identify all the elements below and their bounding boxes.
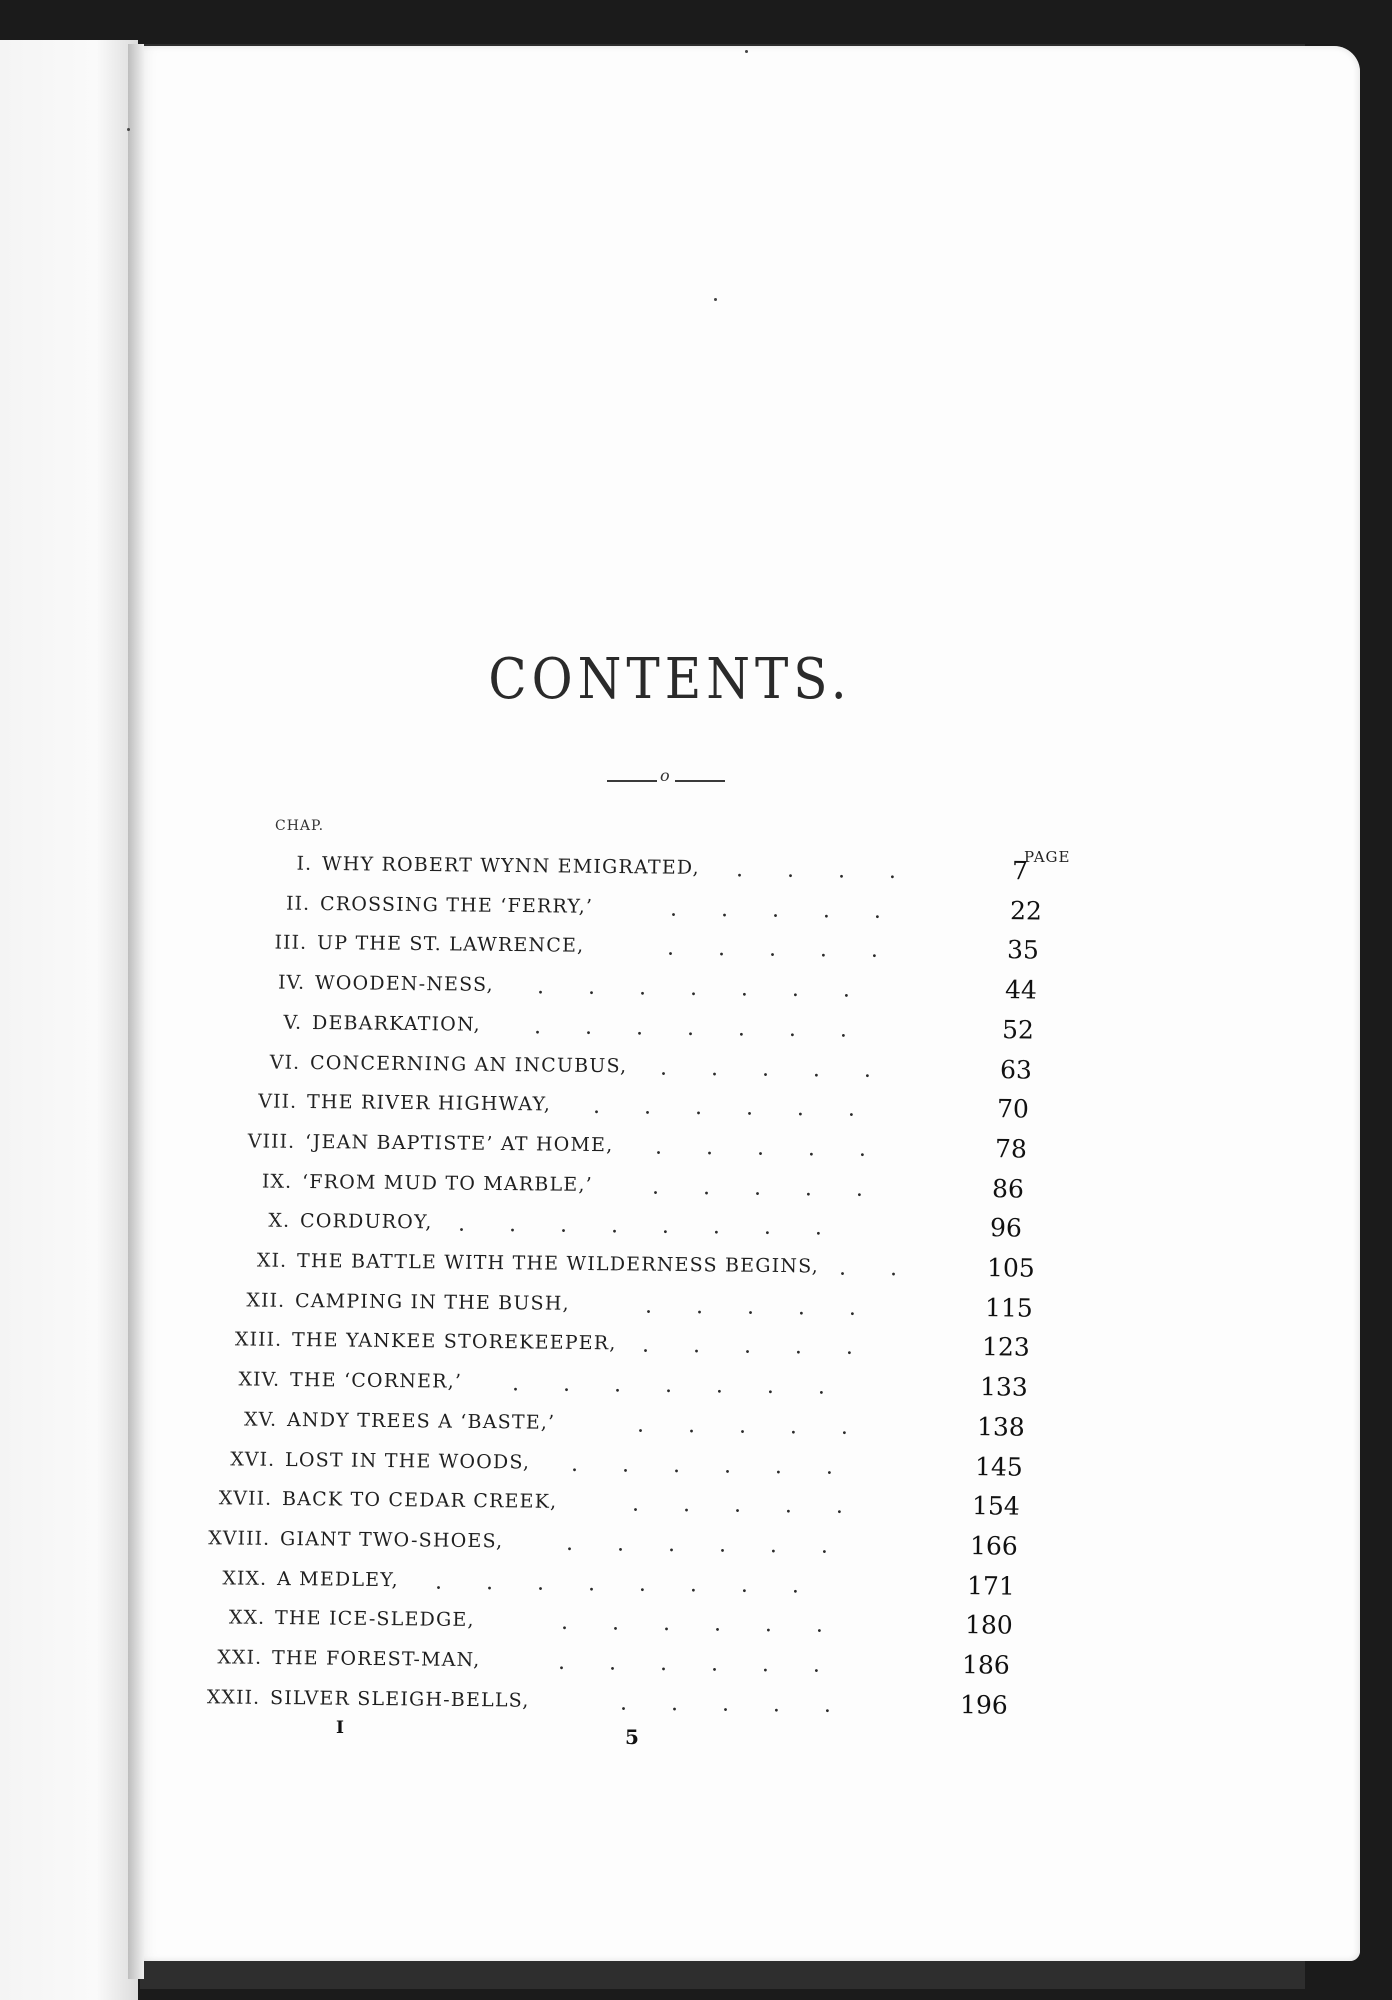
chapter-number: XIII. — [235, 1328, 283, 1352]
chapter-title: UP THE ST. LAWRENCE, — [316, 932, 585, 958]
chapter-number: VIII. — [247, 1130, 295, 1153]
page-reference: 86 — [992, 1173, 1025, 1204]
toc-entry — [214, 1130, 1114, 1175]
chapter-number: XXII. — [206, 1685, 261, 1709]
chapter-number: II. — [285, 892, 310, 915]
chapter-number: XX. — [228, 1606, 266, 1630]
chapter-number: XV. — [244, 1408, 278, 1431]
toc-entry — [212, 1170, 1112, 1215]
toc-entry — [200, 1368, 1100, 1413]
toc-entry — [219, 1051, 1119, 1096]
page-reference: 180 — [964, 1610, 1013, 1640]
leader-dots: ...... — [565, 1530, 872, 1560]
chapter-number: X. — [268, 1209, 290, 1233]
toc-entry — [232, 852, 1132, 897]
chapter-title: ANDY TREES A ‘BASTE,’ — [287, 1408, 556, 1434]
page-reference: 22 — [1009, 895, 1042, 926]
page-reference: 123 — [982, 1332, 1031, 1363]
toc-entry — [224, 971, 1124, 1016]
chapter-number: VI. — [269, 1051, 300, 1074]
leader-dots: ..... — [659, 1055, 915, 1083]
toc-entry — [195, 1448, 1095, 1493]
leader-dots: .... — [735, 857, 941, 885]
chapter-number: XII. — [246, 1289, 285, 1312]
toc-entry — [227, 931, 1127, 976]
page-title: CONTENTS. — [488, 646, 852, 712]
chapter-title: GIANT TWO-SHOES, — [279, 1527, 504, 1553]
leader-dots: ...... — [558, 1649, 865, 1679]
page-reference: 52 — [1001, 1014, 1035, 1045]
leader-dots: ..... — [632, 1491, 888, 1520]
leader-dots: ..... — [637, 1412, 893, 1441]
chapter-number: XIX. — [222, 1566, 268, 1590]
chapter-number: I. — [296, 852, 313, 875]
chapter-number: IX. — [262, 1170, 293, 1193]
leader-dots: ...... — [570, 1451, 877, 1480]
page-reference: 63 — [999, 1054, 1032, 1085]
toc-entry — [187, 1567, 1087, 1612]
signature-mark: I — [336, 1718, 344, 1738]
toc-entry — [207, 1249, 1107, 1294]
leader-dots: ..... — [654, 1134, 910, 1163]
chapter-title: SILVER SLEIGH-BELLS, — [269, 1686, 530, 1712]
page-reference: 133 — [979, 1372, 1028, 1402]
chapter-title: CROSSING THE ‘FERRY,’ — [319, 892, 593, 918]
chapter-number: VII. — [258, 1090, 298, 1114]
chapter-number: IV. — [277, 971, 305, 994]
leader-dots: ....... — [536, 974, 894, 1004]
chapter-title: CONCERNING AN INCUBUS, — [309, 1051, 628, 1077]
page-reference: 35 — [1006, 935, 1040, 965]
chapter-number: XXI. — [217, 1646, 263, 1669]
toc-entry — [185, 1606, 1085, 1651]
page-reference: 154 — [972, 1491, 1021, 1521]
toc-entry — [205, 1289, 1105, 1334]
page-reference: 138 — [977, 1411, 1026, 1442]
toc-entry — [182, 1646, 1082, 1691]
chapter-title: DEBARKATION, — [312, 1011, 482, 1036]
leader-dots: ........ — [435, 1569, 844, 1599]
leader-dots: .. — [839, 1255, 942, 1282]
chapter-title: WOODEN-NESS, — [314, 972, 494, 996]
page-reference: 70 — [996, 1094, 1030, 1124]
leader-dots: ..... — [644, 1293, 900, 1321]
chapter-column-header: CHAP. — [275, 818, 325, 834]
chapter-title: A MEDLEY, — [277, 1567, 400, 1591]
chapter-number: XVI. — [229, 1447, 275, 1471]
leader-dots: ..... — [642, 1332, 898, 1361]
toc-entry — [229, 892, 1129, 937]
leader-dots: ..... — [669, 896, 925, 924]
chapter-number: III. — [274, 931, 308, 955]
page-reference: 7 — [1011, 856, 1029, 886]
toc-entry — [202, 1328, 1102, 1373]
chapter-number: XI. — [257, 1249, 288, 1272]
toc-entry — [192, 1487, 1092, 1532]
chapter-title: THE RIVER HIGHWAY, — [307, 1091, 552, 1116]
page-reference: 78 — [994, 1134, 1027, 1164]
toc-entry — [222, 1011, 1122, 1056]
leader-dots: ..... — [652, 1174, 908, 1202]
chapter-number: XIV. — [238, 1368, 280, 1391]
chapter-title: ‘JEAN BAPTISTE’ AT HOME, — [304, 1130, 614, 1157]
chapter-title: THE YANKEE STOREKEEPER, — [292, 1329, 617, 1355]
page-reference: 186 — [962, 1650, 1011, 1680]
chapter-number: XVII. — [218, 1487, 273, 1511]
chapter-title: BACK TO CEDAR CREEK, — [282, 1488, 558, 1514]
leader-dots: ...... — [560, 1610, 867, 1639]
page-reference: 105 — [987, 1253, 1036, 1283]
page-reference: 96 — [989, 1213, 1022, 1243]
leader-dots: ....... — [533, 1014, 892, 1043]
chapter-title: THE ‘CORNER,’ — [289, 1369, 463, 1393]
toc-entry — [190, 1527, 1090, 1572]
page-reference: 44 — [1004, 975, 1037, 1005]
page-reference: 196 — [959, 1689, 1008, 1720]
chapter-number: V. — [283, 1011, 303, 1034]
chapter-title: CORDUROY, — [299, 1210, 433, 1234]
page-reference: 115 — [984, 1292, 1033, 1323]
leader-dots: ..... — [619, 1690, 876, 1718]
leader-dots: ....... — [511, 1371, 869, 1401]
chapter-title: CAMPING IN THE BUSH, — [294, 1289, 570, 1315]
chapter-title: ‘FROM MUD TO MARBLE,’ — [302, 1170, 594, 1196]
page-reference: 166 — [969, 1531, 1018, 1561]
page-column-header: PAGE — [1024, 848, 1071, 866]
chapter-title: THE ICE-SLEDGE, — [274, 1607, 475, 1632]
chapter-title: WHY ROBERT WYNN EMIGRATED, — [321, 852, 700, 879]
chapter-title: THE BATTLE WITH THE WILDERNESS BEGINS, — [297, 1249, 820, 1278]
toc-entry — [197, 1408, 1097, 1453]
leader-dots: ..... — [666, 935, 923, 964]
toc-entry — [209, 1209, 1109, 1254]
page-number: 5 — [625, 1725, 639, 1749]
leader-dots: ........ — [457, 1211, 866, 1242]
toc-entry — [217, 1090, 1117, 1135]
page-reference: 171 — [967, 1570, 1016, 1601]
chapter-title: THE FOREST-MAN, — [272, 1646, 481, 1672]
page-reference: 145 — [974, 1451, 1023, 1482]
leader-dots: ...... — [593, 1094, 900, 1123]
ornament-glyph: o — [660, 766, 670, 785]
chapter-title: LOST IN THE WOODS, — [284, 1448, 531, 1474]
chapter-number: XVIII. — [207, 1527, 271, 1550]
